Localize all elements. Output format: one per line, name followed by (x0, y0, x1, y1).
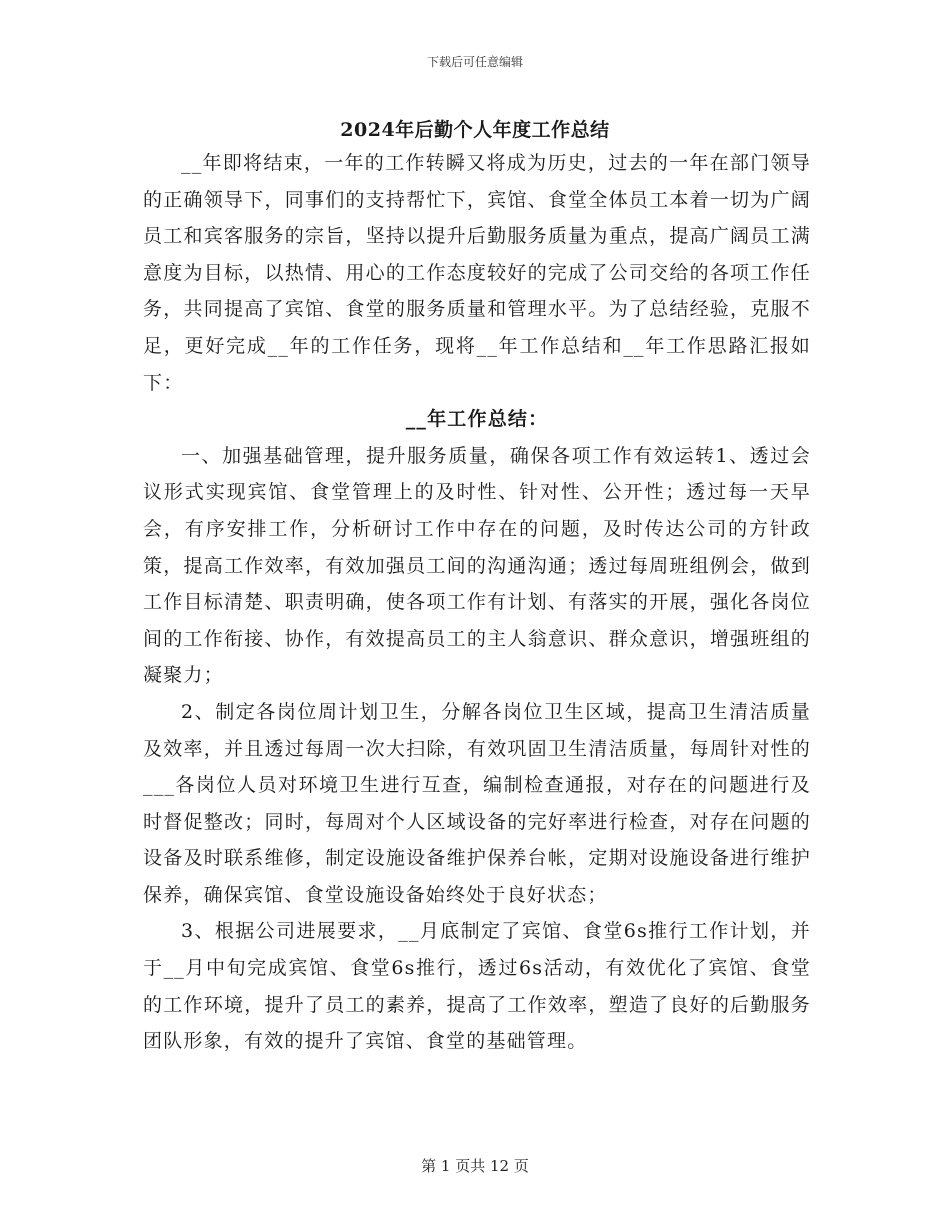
paragraph-item-1: 一、加强基础管理，提升服务质量，确保各项工作有效运转1、透过会议形式实现宾馆、食堂管理上的及时性、针对性、公开性；透过每一天早会，有序安排工作，分析研讨工作中存在的问题，及时传达公司的方针政策，提高工作效率，有效加强员工间的沟通沟通；透过每周班组例会，做到工作目标清楚、职责明确，使各项工作有计划、有落实的开展，强化各岗位间的工作衔接、协作，有效提高员工的主人翁意识、群众意识，增强班组的凝聚力； (143, 444, 811, 687)
section-heading: __年工作总结： (405, 408, 549, 431)
document-title: 2024年后勤个人年度工作总结 (340, 119, 610, 141)
page-number: 第 1 页共 12 页 (421, 1157, 529, 1175)
page-header-note: 下载后可任意编辑 (426, 55, 523, 69)
paragraph-item-2: 2、制定各岗位周计划卫生，分解各岗位卫生区域，提高卫生清洁质量及效率，并且透过每周一次大扫除，有效巩固卫生清洁质量，每周针对性的___各岗位人员对环境卫生进行互查，编制检查通报，对存在的问题进行及时督促整改；同时，每周对个人区域设备的完好率进行检查，对存在问题的设备及时联系维修，制定设施设备维护保养台帐，定期对设施设备进行维护保养，确保宾馆、食堂设施设备始终处于良好状态； (143, 700, 811, 906)
paragraph-item-3: 3、根据公司进展要求，__月底制定了宾馆、食堂6s推行工作计划，并于__月中旬完成宾馆、食堂6s推行，透过6s活动，有效优化了宾馆、食堂的工作环境，提升了员工的素养，提高了工作效率，塑造了良好的后勤服务团队形象，有效的提升了宾馆、食堂的基础管理。 (143, 920, 811, 1053)
document-body (143, 145, 811, 1060)
intro-paragraph: __年即将结束，一年的工作转瞬又将成为历史，过去的一年在部门领导的正确领导下，同事们的支持帮忙下，宾馆、食堂全体员工本着一切为广阔员工和宾客服务的宗旨，坚持以提升后勤服务质量为重点，提高广阔员工满意度为目标，以热情、用心的工作态度较好的完成了公司交给的各项工作任务，共同提高了宾馆、食堂的服务质量和管理水平。为了总结经验，克服不足，更好完成__年的工作任务，现将__年工作总结和__年工作思路汇报如下： (143, 152, 811, 394)
